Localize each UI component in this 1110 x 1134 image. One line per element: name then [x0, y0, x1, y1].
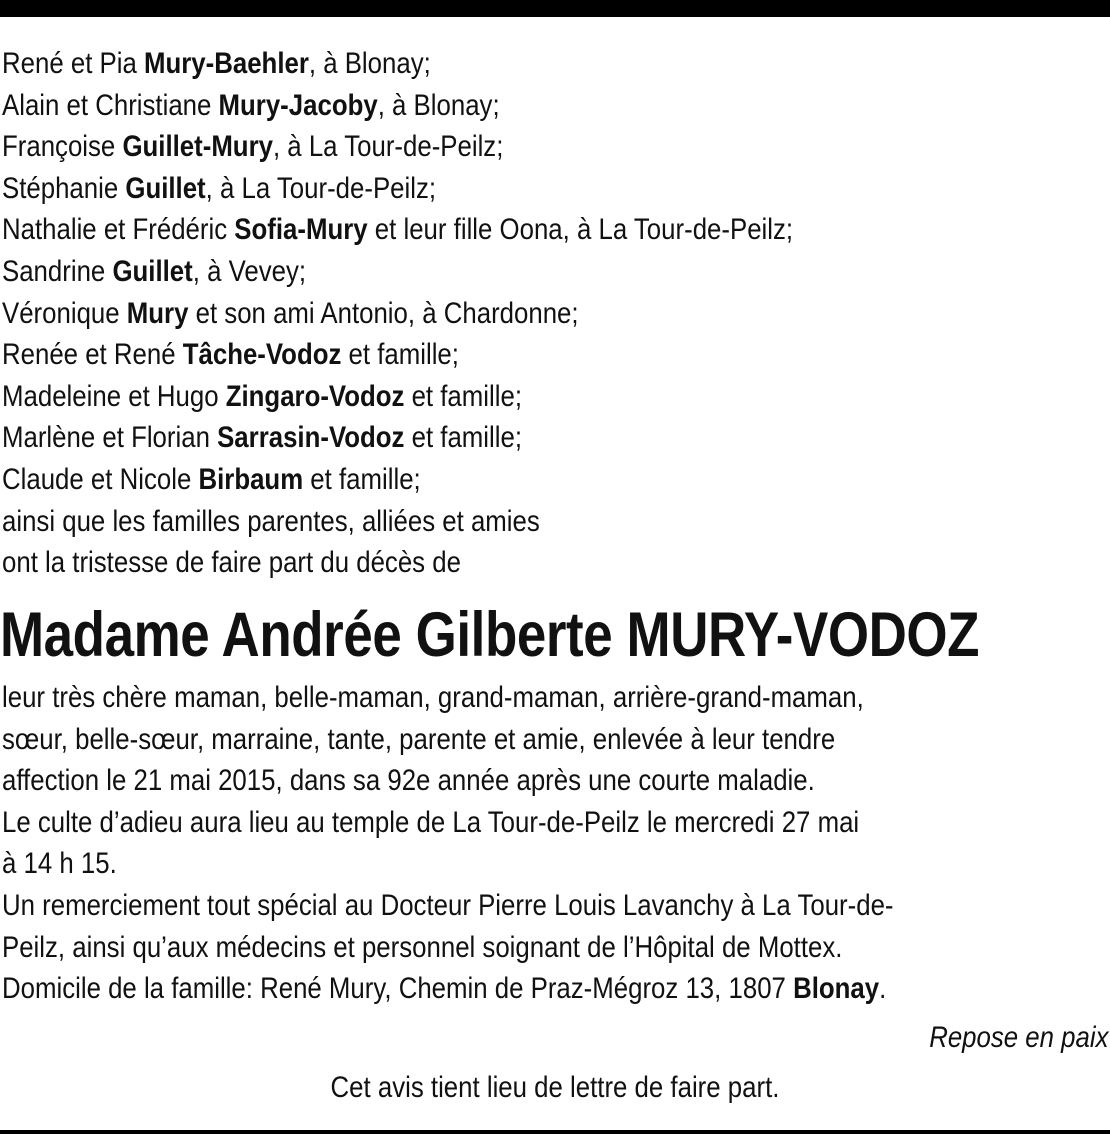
family-line: Véronique Mury et son ami Antonio, à Chardonne; [2, 296, 579, 330]
top-rule [0, 0, 1110, 17]
body-line: affection le 21 mai 2015, dans sa 92e année après une courte maladie. [2, 764, 815, 798]
deceased-name: Madame Andrée Gilberte MURY-VODOZ [0, 600, 980, 670]
body-line: Un remerciement tout spécial au Docteur Pierre Louis Lavanchy à La Tour-de- [2, 888, 894, 922]
bottom-rule [0, 1130, 1110, 1134]
family-line: Madeleine et Hugo Zingaro-Vodoz et famille; [2, 379, 522, 413]
body-line: Peilz, ainsi qu’aux médecins et personnel soignant de l’Hôpital de Mottex. [2, 930, 843, 964]
body-line: leur très chère maman, belle-maman, grand-maman, arrière-grand-maman, [2, 681, 864, 714]
body-line: à 14 h 15. [2, 847, 117, 881]
family-line: Nathalie et Frédéric Sofia-Mury et leur fille Oona, à La Tour-de-Peilz; [2, 213, 794, 247]
family-line: Marlène et Florian Sarrasin-Vodoz et famille; [2, 421, 523, 455]
family-line: Renée et René Tâche-Vodoz et famille; [2, 338, 459, 372]
family-line: Claude et Nicole Birbaum et famille; [2, 462, 421, 496]
family-line: Françoise Guillet-Mury, à La Tour-de-Peilz; [2, 130, 504, 164]
family-line: René et Pia Mury-Baehler, à Blonay; [2, 47, 431, 80]
family-line: Stéphanie Guillet, à La Tour-de-Peilz; [2, 171, 437, 205]
obituary-body [2, 677, 1108, 1010]
body-line: sœur, belle-sœur, marraine, tante, parente et amie, enlevée à leur tendre [2, 722, 836, 756]
family-line: Sandrine Guillet, à Vevey; [2, 254, 307, 288]
footer-note: Cet avis tient lieu de lettre de faire part. [330, 1071, 780, 1104]
family-line: Alain et Christiane Mury-Jacoby, à Blonay; [2, 88, 500, 122]
domicile-line: Domicile de la famille: René Mury, Chemin de Praz-Mégroz 13, 1807 Blonay. [2, 972, 887, 1006]
body-line: Le culte d’adieu aura lieu au temple de La Tour-de-Peilz le mercredi 27 mai [2, 805, 860, 839]
family-list [2, 43, 1108, 584]
closing-phrase: Repose en paix [928, 1021, 1108, 1054]
family-line: ainsi que les familles parentes, alliées et amies [2, 504, 540, 538]
announcement-line: ont la tristesse de faire part du décès de [2, 546, 461, 580]
